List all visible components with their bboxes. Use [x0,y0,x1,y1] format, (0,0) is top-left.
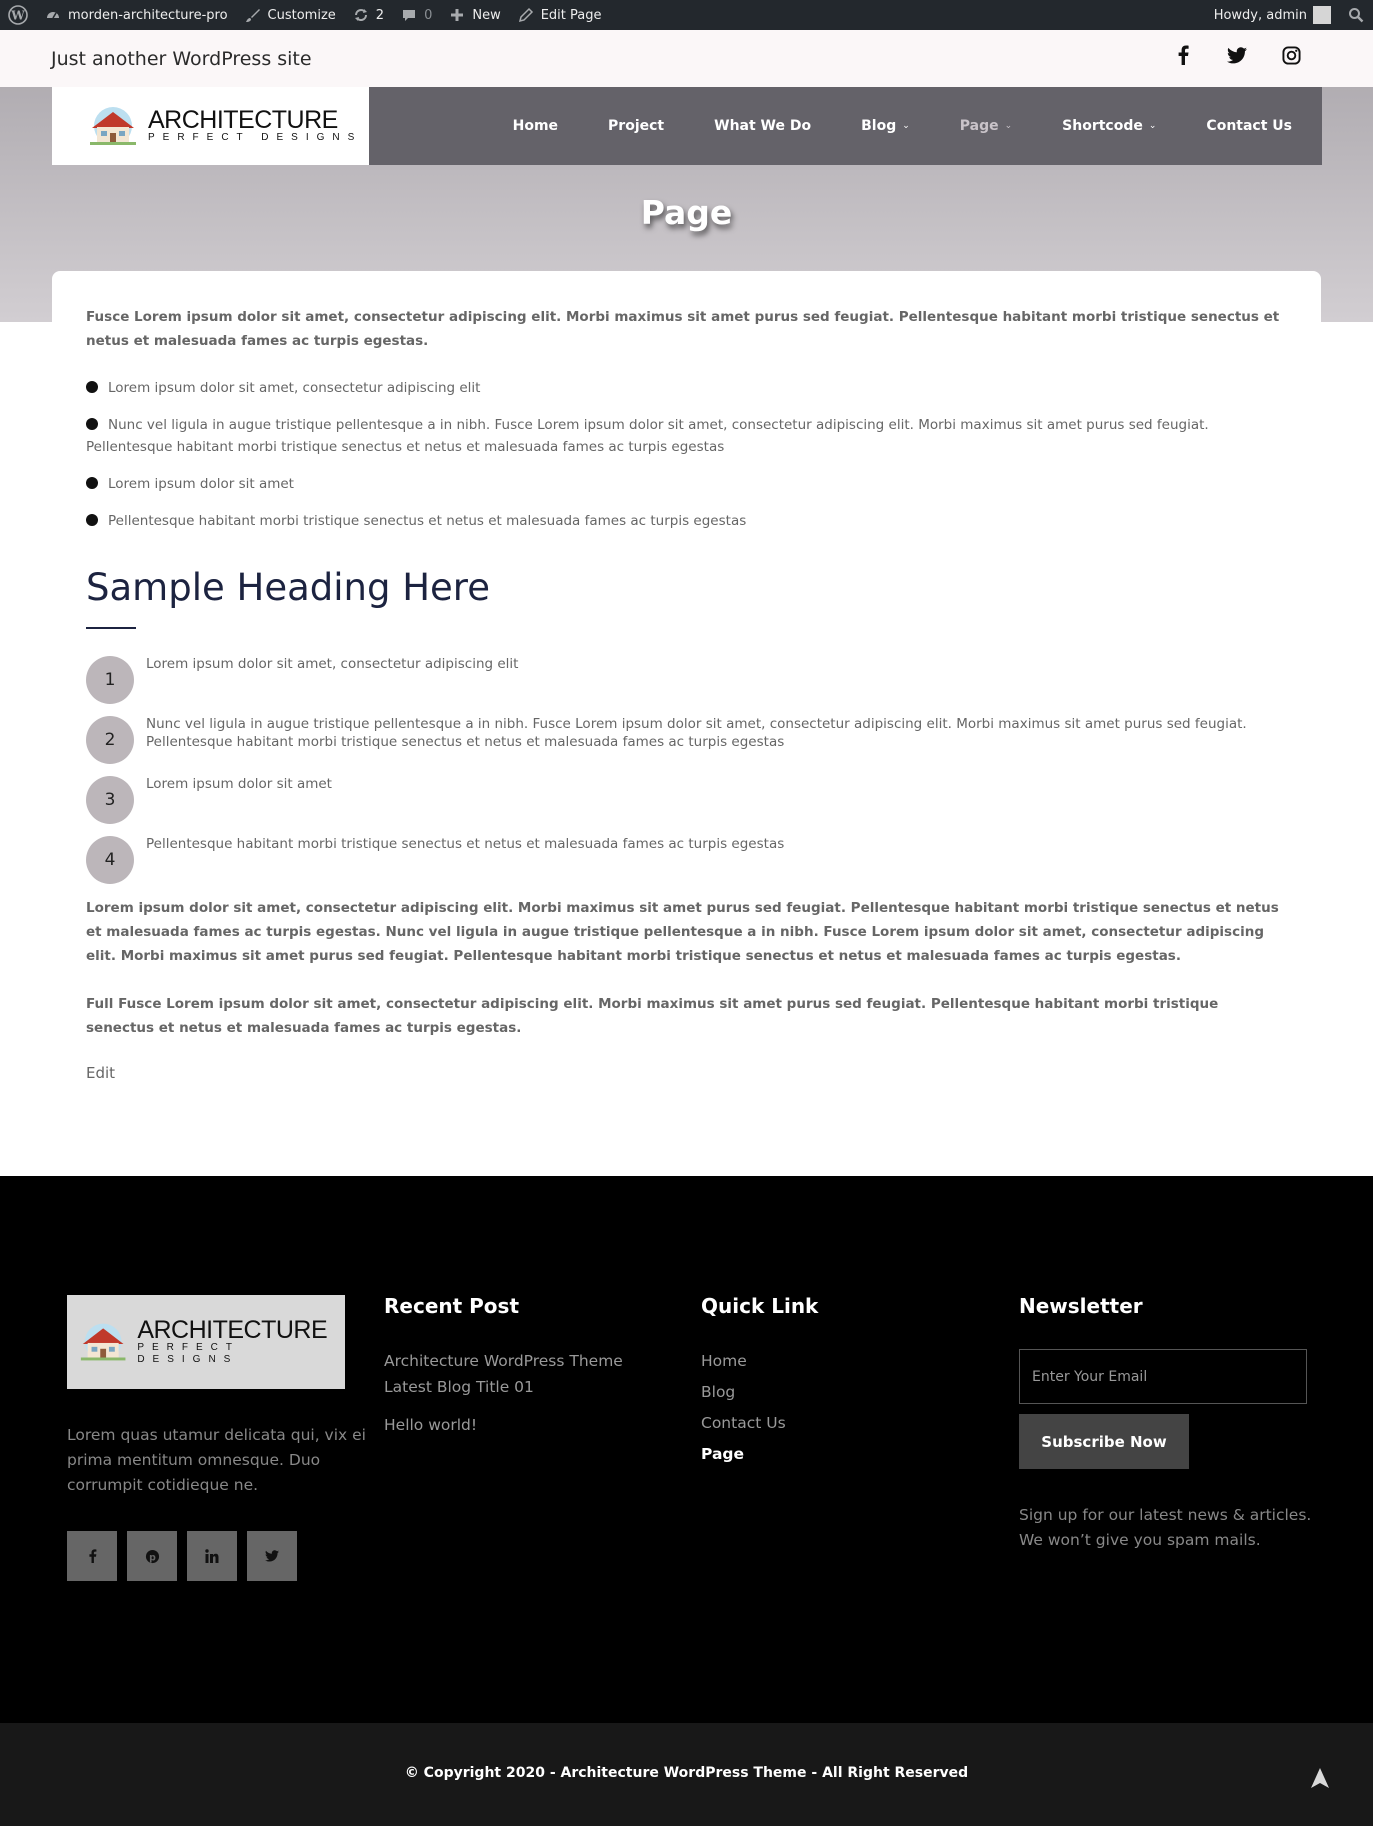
numbered-item [86,715,1287,775]
numbered-item-text: Lorem ipsum dolor sit amet [146,776,332,792]
admin-edit-page-link[interactable] [509,0,610,30]
copyright-text: © Copyright 2020 - Architecture WordPress Theme - All Right Reserved [404,1765,969,1781]
admin-howdy-label: Howdy, admin [1213,7,1307,23]
admin-updates-link[interactable] [344,0,392,30]
facebook-icon[interactable] [1173,45,1193,65]
admin-customize-label: Customize [267,7,336,23]
recent-post-link[interactable]: Hello world! [384,1416,478,1434]
nav-item-label: Project [608,118,665,134]
svg-text:p: p [148,1551,156,1563]
list-item [86,473,1287,495]
nav-item-label: What We Do [714,118,812,134]
admin-comments-link[interactable] [392,0,440,30]
avatar [1313,6,1331,24]
bullet-list [86,377,1287,532]
search-icon [1347,6,1365,24]
subscribe-button[interactable]: Subscribe Now [1019,1414,1189,1469]
updates-icon [352,6,370,24]
numbered-item [86,655,1287,715]
bullet-dot [86,514,98,526]
newsletter-email-input[interactable] [1019,1349,1307,1404]
list-item [86,414,1287,458]
twitter-icon[interactable] [1227,45,1247,65]
chevron-down-icon: ⌄ [1148,121,1157,131]
linkedin-icon[interactable] [187,1531,237,1581]
recent-post-list [384,1348,624,1450]
list-item [86,510,1287,532]
bullet-dot [86,477,98,489]
list-item-text: Nunc vel ligula in augue tristique pellentesque a in nibh. Fusce Lorem ipsum dolor sit amet, consectetur adipiscing elit. Morbi maximus sit amet purus sed feugiat. Pellentesque habitant morbi tristique senectus et netus et malesuada fames ac turpis egestas [86,417,1209,455]
site-footer [0,1176,1373,1723]
numbered-item-text: Nunc vel ligula in augue tristique pellentesque a in nibh. Fusce Lorem ipsum dolor sit amet, consectetur adipiscing elit. Morbi maximus sit amet purus sed feugiat. Pellentesque habitant morbi tristique senectus et netus et malesuada fames ac turpis egestas [146,716,1247,750]
bullet-dot [86,418,98,430]
number-badge: 3 [86,776,134,824]
numbered-item [86,775,1287,835]
nav-item-label: Blog [861,118,897,134]
body-paragraph-full: Full Fusce Lorem ipsum dolor sit amet, consectetur adipiscing elit. Morbi maximus sit amet purus sed feugiat. Pellentesque habitant morbi tristique senectus et netus et malesuada fames ac turpis egestas. [86,996,1219,1036]
heading-underline [86,627,136,629]
edit-link[interactable]: Edit [86,1064,116,1082]
admin-account-menu[interactable] [1206,0,1339,30]
instagram-icon[interactable] [1281,45,1301,65]
wordpress-logo-icon[interactable] [0,0,36,30]
admin-site-name: morden-architecture-pro [68,7,228,23]
list-item-text: Lorem ipsum dolor sit amet, consectetur adipiscing elit [108,380,481,396]
pinterest-icon[interactable] [127,1531,177,1581]
number-badge: 4 [86,836,134,884]
nav-item-shortcode[interactable] [1062,118,1156,134]
navigation-arrow-icon [1309,1767,1331,1789]
numbered-item-text: Pellentesque habitant morbi tristique senectus et netus et malesuada fames ac turpis egestas [146,836,785,852]
comment-icon [400,6,418,24]
twitter-icon[interactable] [247,1531,297,1581]
chevron-down-icon: ⌄ [902,121,910,131]
nav-item-label: Contact Us [1206,118,1292,134]
quick-link-contact-us[interactable]: Contact Us [701,1414,786,1432]
quick-link-blog[interactable]: Blog [701,1383,736,1401]
house-logo-icon [86,106,140,146]
intro-paragraph: Fusce Lorem ipsum dolor sit amet, consectetur adipiscing elit. Morbi maximus sit amet purus sed feugiat. Pellentesque habitant morbi tristique senectus et netus et malesuada fames ac turpis egestas. [86,309,1280,349]
brush-icon [244,6,262,24]
numbered-item [86,835,1287,895]
quick-link-list [701,1346,786,1470]
admin-search-button[interactable] [1339,0,1373,30]
logo-title: ARCHITECTURE [148,106,338,134]
footer-logo-title: ARCHITECTURE [137,1316,328,1344]
nav-item-project[interactable] [608,118,664,134]
site-logo[interactable] [52,87,369,165]
nav-item-contact-us[interactable] [1206,118,1292,134]
admin-edit-page-label: Edit Page [540,7,602,23]
scroll-to-top-button[interactable] [1305,1763,1335,1793]
top-strip [0,30,1373,87]
newsletter-title: Newsletter [1019,1294,1143,1318]
bullet-dot [86,381,98,393]
nav-item-label: Shortcode [1062,118,1143,134]
number-badge: 1 [86,656,134,704]
newsletter-description: Sign up for our latest news & articles. We won’t give you spam mails. [1019,1506,1312,1549]
quick-link-home[interactable]: Home [701,1352,747,1370]
list-item-text: Lorem ipsum dolor sit amet [108,476,294,492]
recent-post-link[interactable]: Architecture WordPress Theme Latest Blog Title 01 [384,1352,623,1396]
admin-new-label: New [472,7,501,23]
nav-item-what-we-do[interactable] [714,118,811,134]
main-nav [369,87,1322,165]
logo-subtitle: PERFECT DESIGNS [148,132,363,143]
footer-logo[interactable] [67,1295,345,1389]
footer-description: Lorem quas utamur delicata qui, vix ei prima mentitum omnesque. Duo corrumpit cotidieque ne. [67,1426,366,1494]
admin-bar [0,0,1373,30]
admin-customize-link[interactable] [236,0,344,30]
footer-social-links [67,1531,297,1581]
number-badge: 2 [86,716,134,764]
list-item [86,377,1287,399]
house-logo-icon [77,1322,129,1362]
numbered-item-text: Lorem ipsum dolor sit amet, consectetur adipiscing elit [146,656,519,672]
site-tagline: Just another WordPress site [51,48,312,70]
quick-link-page[interactable]: Page [701,1445,745,1463]
sample-heading: Sample Heading Here [86,566,490,609]
facebook-icon[interactable] [67,1531,117,1581]
nav-item-blog[interactable] [861,118,910,134]
pencil-icon [517,6,535,24]
page-title: Page [640,193,733,232]
admin-new-link[interactable] [440,0,508,30]
chevron-down-icon: ⌄ [1004,121,1013,131]
content-card [52,271,1321,1131]
quick-link-title: Quick Link [701,1294,819,1318]
body-paragraph: Lorem ipsum dolor sit amet, consectetur adipiscing elit. Morbi maximus sit amet purus sed feugiat. Pellentesque habitant morbi tristique senectus et netus et malesuada fames ac turpis egestas. Nunc vel ligula in augue tristique pellentesque a in nibh. Fusce Lorem ipsum dolor sit amet, consectetur adipiscing elit. Morbi maximus sit amet purus sed feugiat. Pellentesque habitant morbi tristique senectus et netus et malesuada fames ac turpis egestas. [86,900,1279,964]
footer-logo-subtitle: PERFECT DESIGNS [137,1342,240,1365]
recent-post-title: Recent Post [384,1294,520,1318]
admin-comments-count: 0 [424,7,433,23]
list-item-text: Pellentesque habitant morbi tristique senectus et netus et malesuada fames ac turpis egestas [108,513,747,529]
header-social-links [1173,45,1301,65]
copyright-bar [0,1723,1373,1826]
nav-item-label: Home [512,118,559,134]
admin-updates-count: 2 [375,7,385,23]
nav-item-page[interactable] [960,118,1012,134]
svg-text:W: W [11,8,25,23]
nav-item-home[interactable] [513,118,558,134]
dashboard-icon [44,6,62,24]
admin-site-link[interactable] [36,0,236,30]
plus-icon [448,6,466,24]
numbered-list [86,655,1287,895]
nav-item-label: Page [959,118,999,134]
